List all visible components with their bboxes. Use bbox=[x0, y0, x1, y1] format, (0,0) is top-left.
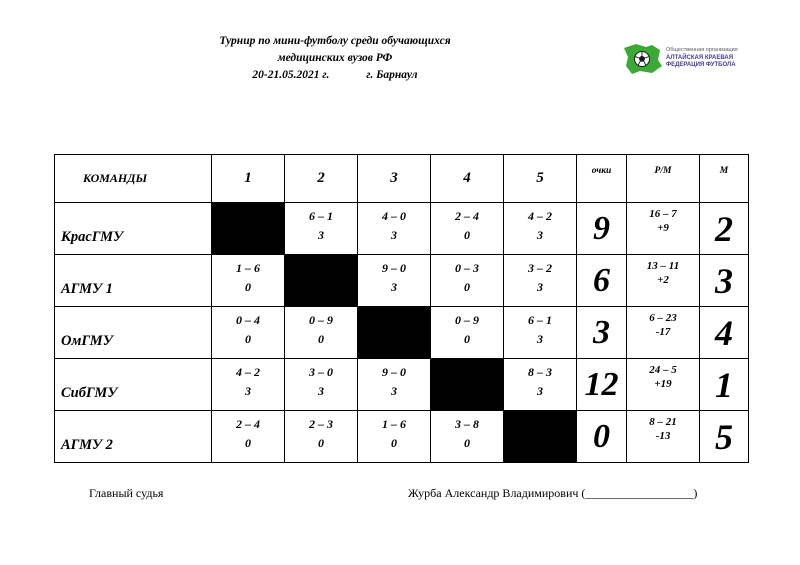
match-score: 6 – 1 bbox=[309, 209, 333, 223]
goals-cell bbox=[627, 203, 700, 255]
match-points: 0 bbox=[245, 280, 251, 294]
match-result-cell bbox=[358, 411, 431, 463]
match-score: 0 – 9 bbox=[309, 313, 333, 327]
goals-cell bbox=[627, 411, 700, 463]
match-points: 0 bbox=[318, 332, 324, 346]
tournament-date: 20-21.05.2021 г. bbox=[252, 69, 330, 81]
header-points: очки bbox=[577, 155, 627, 203]
match-score: 2 – 4 bbox=[455, 209, 479, 223]
team-points: 9 bbox=[577, 203, 627, 255]
header-col-2: 2 bbox=[285, 155, 358, 203]
logo-name-line-1: АЛТАЙСКАЯ КРАЕВАЯ bbox=[666, 54, 734, 61]
logo-text bbox=[666, 47, 746, 70]
match-result-cell bbox=[285, 307, 358, 359]
goal-difference: +19 bbox=[654, 378, 672, 390]
self-match-cell bbox=[285, 255, 358, 307]
team-points: 12 bbox=[577, 359, 627, 411]
team-name: АГМУ 1 bbox=[55, 255, 212, 307]
goals-scored-conceded: 24 – 5 bbox=[649, 364, 677, 376]
team-points: 3 bbox=[577, 307, 627, 359]
header-goals: Р/М bbox=[627, 155, 700, 203]
match-points: 3 bbox=[245, 384, 251, 398]
match-result-cell bbox=[504, 359, 577, 411]
match-score: 2 – 3 bbox=[309, 417, 333, 431]
match-points: 3 bbox=[318, 228, 324, 242]
team-place: 3 bbox=[700, 255, 749, 307]
team-name: СибГМУ bbox=[55, 359, 212, 411]
federation-logo bbox=[622, 42, 742, 76]
date-city-line bbox=[190, 67, 480, 84]
match-points: 3 bbox=[391, 228, 397, 242]
match-points: 3 bbox=[537, 332, 543, 346]
goal-difference: -13 bbox=[655, 430, 671, 442]
title-line-2: медицинских вузов РФ bbox=[277, 52, 393, 64]
match-result-cell bbox=[431, 203, 504, 255]
match-result-cell bbox=[504, 307, 577, 359]
header-place: М bbox=[700, 155, 749, 203]
results-table bbox=[54, 154, 749, 463]
goals-cell bbox=[627, 255, 700, 307]
match-points: 3 bbox=[537, 280, 543, 294]
self-match-cell bbox=[504, 411, 577, 463]
match-score: 3 – 0 bbox=[309, 365, 333, 379]
match-result-cell bbox=[212, 359, 285, 411]
team-place: 5 bbox=[700, 411, 749, 463]
team-name: КрасГМУ bbox=[55, 203, 212, 255]
title-line-1: Турнир по мини-футболу среди обучающихся bbox=[219, 35, 451, 47]
team-name: ОмГМУ bbox=[55, 307, 212, 359]
match-result-cell bbox=[431, 307, 504, 359]
table-row bbox=[55, 411, 749, 463]
header-teams: КОМАНДЫ bbox=[55, 155, 212, 203]
match-score: 4 – 2 bbox=[528, 209, 552, 223]
match-points: 0 bbox=[464, 436, 470, 450]
table-row bbox=[55, 203, 749, 255]
match-result-cell bbox=[212, 411, 285, 463]
document-header bbox=[190, 33, 480, 84]
header-col-1: 1 bbox=[212, 155, 285, 203]
match-result-cell bbox=[285, 411, 358, 463]
match-points: 3 bbox=[391, 384, 397, 398]
team-place: 2 bbox=[700, 203, 749, 255]
match-points: 0 bbox=[464, 228, 470, 242]
match-points: 0 bbox=[318, 436, 324, 450]
match-result-cell bbox=[358, 255, 431, 307]
match-points: 0 bbox=[464, 332, 470, 346]
goals-scored-conceded: 13 – 11 bbox=[646, 260, 680, 272]
match-score: 0 – 9 bbox=[455, 313, 479, 327]
match-result-cell bbox=[285, 359, 358, 411]
goals-cell bbox=[627, 307, 700, 359]
goal-difference: -17 bbox=[655, 326, 671, 338]
match-score: 4 – 2 bbox=[236, 365, 260, 379]
match-points: 3 bbox=[391, 280, 397, 294]
self-match-cell bbox=[212, 203, 285, 255]
match-points: 3 bbox=[537, 384, 543, 398]
table-row bbox=[55, 307, 749, 359]
match-result-cell bbox=[431, 255, 504, 307]
match-score: 1 – 6 bbox=[236, 261, 260, 275]
match-score: 9 – 0 bbox=[382, 365, 406, 379]
match-result-cell bbox=[212, 307, 285, 359]
table-row bbox=[55, 359, 749, 411]
match-score: 3 – 8 bbox=[455, 417, 479, 431]
goals-scored-conceded: 16 – 7 bbox=[649, 208, 677, 220]
goals-cell bbox=[627, 359, 700, 411]
table-header-row bbox=[55, 155, 749, 203]
judge-name: Журба Александр Владимирович (__________________) bbox=[408, 486, 698, 500]
table-row bbox=[55, 255, 749, 307]
match-result-cell bbox=[504, 203, 577, 255]
header-col-3: 3 bbox=[358, 155, 431, 203]
match-points: 0 bbox=[391, 436, 397, 450]
match-result-cell bbox=[504, 255, 577, 307]
match-points: 0 bbox=[464, 280, 470, 294]
match-result-cell bbox=[285, 203, 358, 255]
match-result-cell bbox=[212, 255, 285, 307]
team-place: 1 bbox=[700, 359, 749, 411]
self-match-cell bbox=[431, 359, 504, 411]
match-score: 3 – 2 bbox=[528, 261, 552, 275]
team-points: 6 bbox=[577, 255, 627, 307]
match-score: 9 – 0 bbox=[382, 261, 406, 275]
match-points: 3 bbox=[318, 384, 324, 398]
match-score: 2 – 4 bbox=[236, 417, 260, 431]
logo-org-line: Общественная организация bbox=[666, 47, 738, 53]
match-result-cell bbox=[358, 203, 431, 255]
tournament-city: г. Барнаул bbox=[366, 69, 418, 81]
goal-difference: +2 bbox=[657, 274, 669, 286]
logo-name-line-2: ФЕДЕРАЦИЯ ФУТБОЛА bbox=[666, 62, 736, 68]
altai-map-ball-icon bbox=[622, 42, 666, 76]
goals-scored-conceded: 6 – 23 bbox=[649, 312, 677, 324]
self-match-cell bbox=[358, 307, 431, 359]
match-result-cell bbox=[431, 411, 504, 463]
match-score: 6 – 1 bbox=[528, 313, 552, 327]
team-name: АГМУ 2 bbox=[55, 411, 212, 463]
team-place: 4 bbox=[700, 307, 749, 359]
team-points: 0 bbox=[577, 411, 627, 463]
match-points: 0 bbox=[245, 332, 251, 346]
match-result-cell bbox=[358, 359, 431, 411]
judge-label: Главный судья bbox=[89, 486, 164, 500]
match-score: 8 – 3 bbox=[528, 365, 552, 379]
match-score: 4 – 0 bbox=[382, 209, 406, 223]
goals-scored-conceded: 8 – 21 bbox=[649, 416, 677, 428]
header-col-4: 4 bbox=[431, 155, 504, 203]
goal-difference: +9 bbox=[657, 222, 669, 234]
match-points: 3 bbox=[537, 228, 543, 242]
match-score: 0 – 4 bbox=[236, 313, 260, 327]
header-col-5: 5 bbox=[504, 155, 577, 203]
match-points: 0 bbox=[245, 436, 251, 450]
match-score: 0 – 3 bbox=[455, 261, 479, 275]
match-score: 1 – 6 bbox=[382, 417, 406, 431]
